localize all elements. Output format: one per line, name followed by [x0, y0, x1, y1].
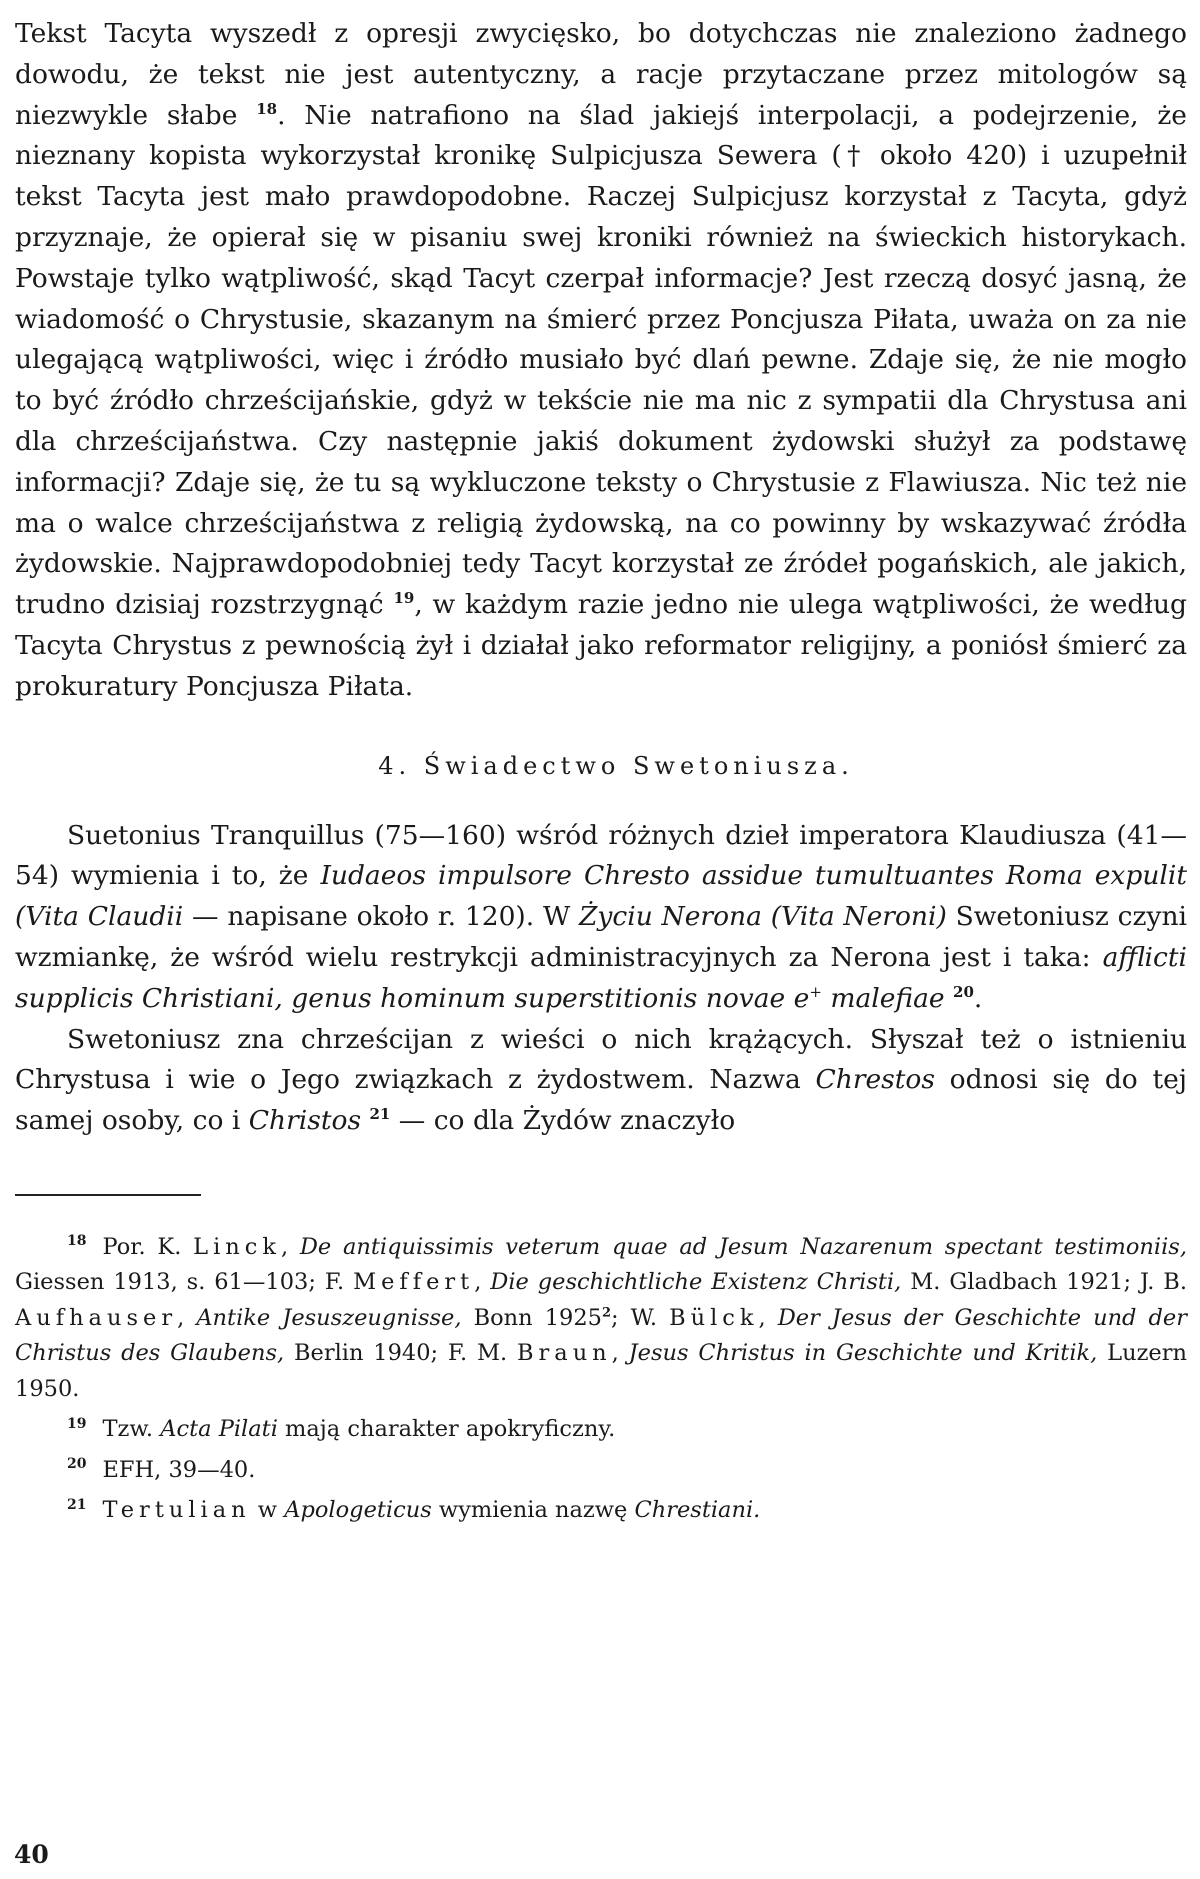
main-text [15, 14, 1187, 708]
section-heading: 4. Świadectwo Swetoniusza. [378, 751, 854, 780]
footnote-number: 20 [67, 1456, 87, 1473]
paragraph-text: Tekst Tacyta wyszedł z opresji zwycięsko, bo dotychczas nie znaleziono żadnego dowodu, że tekst nie jest autentyczny, a racje przytaczane przez mitologów są niezwykle słabe [15, 18, 1187, 131]
term-italic: Christos [248, 1105, 362, 1137]
latin-quote: Iudaeos impulsore Chresto assidue tumultuantes Roma expulit (Vita Claudii [15, 860, 1187, 933]
footnote-18: $^{18}$ Por. K. Linck, De antiquissimis veterum quae ad Jesum Nazarenum spectant testimoniis, Giessen 1913, s. 61—103; F. Meffert, Die geschichtliche Existenz Christi, M. Gladbach 1921; J. B. Aufhauser, Antike Jesuszeugnisse, Bonn 1925$^2$; W. Bülck, Der Jesus der Geschichte und der Christus des Glaubens, Berlin 1940; F. M. Braun, Jesus Christus in Geschichte und Kritik, Luzern 1950. [15, 1233, 1187, 1402]
paragraph-text: — napisane około r. 120). W [183, 901, 579, 933]
page [15, 14, 1187, 1534]
footnote-21 [15, 1493, 1187, 1529]
footnote-text: w [250, 1497, 285, 1524]
paragraph-suetonius [15, 816, 1187, 1020]
footnote-ref: 20 [953, 982, 974, 1001]
paragraph-text: , w każdym razie jedno nie ulega wątpliwości, że według Tacyta Chrystus z pewnością żył i działał jako reformator religijny, a poniósł śmierć za prokuratury Poncjusza Piłata. [15, 589, 1187, 702]
book-title: De antiquissimis veterum quae ad Jesum Nazarenum spectant testimoniis, [299, 1233, 1187, 1260]
footnote-text: Luzern 1950. [15, 1340, 1187, 1402]
footnote-text: Bonn 1925 [461, 1304, 602, 1331]
latin-quote: malefiae [821, 982, 945, 1014]
author-name: Meffert [353, 1269, 475, 1296]
footnote-ref: 18 [256, 99, 278, 118]
book-title: Der Jesus der Geschichte und der Christus des Glaubens, [15, 1304, 1187, 1367]
footnotes [15, 1230, 1187, 1529]
book-title: Die geschichtliche Existenz Christi, [490, 1269, 902, 1296]
paragraph-text: odnosi się do tej samej osoby, co i [15, 1064, 1187, 1137]
paragraph-text: — co dla Żydów znaczyło [398, 1105, 736, 1137]
footnote-ref: 19 [393, 589, 415, 608]
superscript-mark: + [809, 982, 822, 1001]
footnote-number: 19 [67, 1415, 87, 1432]
paragraph-text: Swetoniusz zna chrześcijan z wieści o nich krążących. Słyszał też o istnieniu Chrystusa i wie o Jego związkach z żydostwem. Nazwa [15, 1023, 1187, 1096]
book-title: Jesus Christus in Geschichte und Kritik, [628, 1340, 1098, 1367]
footnote-ref: 21 [369, 1105, 391, 1124]
footnote-text: M. Gladbach 1921; J. B. [901, 1269, 1187, 1296]
footnote-20 [15, 1453, 1187, 1489]
footnote-text: ; W. [611, 1304, 670, 1331]
paragraph-text: . Nie natrafiono na ślad jakiejś interpolacji, a podejrzenie, że nieznany kopista wykorzystał kronikę Sulpicjusza Sewera († około 420) i uzupełnił tekst Tacyta jest mało prawdopodobne. Raczej Sulpicjusz korzystał z Tacyta, gdyż przyznaje, że opierał się w pisaniu swej kroniki również na świeckich historykach. Powstaje tylko wątpliwość, skąd Tacyt czerpał informacje? Jest rzeczą dosyć jasną, że wiadomość o Chrystusie, skazanym na śmierć przez Poncjusza Piłata, uważa on za nie ulegającą wątpliwości, więc i źródło musiało być dlań pewne. Zdaje się, że nie mogło to być źródło chrześcijańskie, gdyż w tekście nie ma nic z sympatii dla Chrystusa ani dla chrześcijaństwa. Czy następnie jakiś dokument żydowski służył za podstawę informacji? Zdaje się, że tu są wykluczone teksty o Chrystusie z Flawiusza. Nic też nie ma o walce chrześcijaństwa z religią żydowską, na co powinny by wskazywać źródła żydowskie. Najprawdopodobniej tedy Tacyt korzystał ze źródeł pogańskich, ale jakich, trudno dzisiaj rozstrzygnąć [15, 99, 1187, 621]
author-name: Linck [193, 1233, 281, 1260]
author-name: Braun [516, 1340, 612, 1367]
paragraph-text: Swetoniusz czyni wzmiankę, że wśród wielu restrykcji administracyjnych za Nerona jest i taka: [15, 901, 1187, 973]
footnote-divider [15, 1194, 201, 1196]
book-title: Antike Jesuszeugnisse, [196, 1304, 462, 1331]
term-italic: Chrestos [815, 1064, 935, 1096]
author-name: Tertulian [102, 1497, 251, 1524]
paragraph-text: . [973, 982, 983, 1014]
book-title: Acta Pilati [160, 1416, 278, 1443]
paragraph-tacitus [15, 14, 1187, 708]
page-number: 40 [14, 1840, 49, 1869]
author-name: Bülck [669, 1304, 759, 1331]
footnote-text: Tzw. [102, 1416, 161, 1443]
footnote-text: Por. K. [102, 1233, 194, 1260]
footnote-text: Berlin 1940; F. M. [284, 1340, 517, 1367]
edition-superscript: 2 [601, 1305, 612, 1321]
term-italic: Chrestiani. [634, 1497, 761, 1524]
footnote-text: EFH, 39—40. [102, 1456, 256, 1483]
footnote-text: mają charakter apokryficzny. [277, 1416, 616, 1443]
footnote-number: 21 [67, 1496, 87, 1513]
book-title: Apologeticus [284, 1497, 432, 1524]
footnote-19 [15, 1412, 1187, 1448]
main-text-2 [15, 816, 1187, 1142]
paragraph-suetonius-2 [15, 1020, 1187, 1142]
title-italic: Życiu Nerona (Vita Neroni) [579, 901, 947, 933]
footnote-number: 18 [67, 1233, 87, 1250]
latin-quote: afflicti supplicis Christiani, genus hominum superstitionis novae e [15, 941, 1187, 1014]
author-name: Aufhauser [15, 1304, 178, 1331]
paragraph-text: Suetonius Tranquillus (75—160) wśród różnych dzieł imperatora Klaudiusza (41—54) wymienia i to, że [15, 819, 1187, 892]
footnote-text: wymienia nazwę [431, 1497, 635, 1524]
footnote-text: Giessen 1913, s. 61—103; F. [15, 1269, 354, 1296]
